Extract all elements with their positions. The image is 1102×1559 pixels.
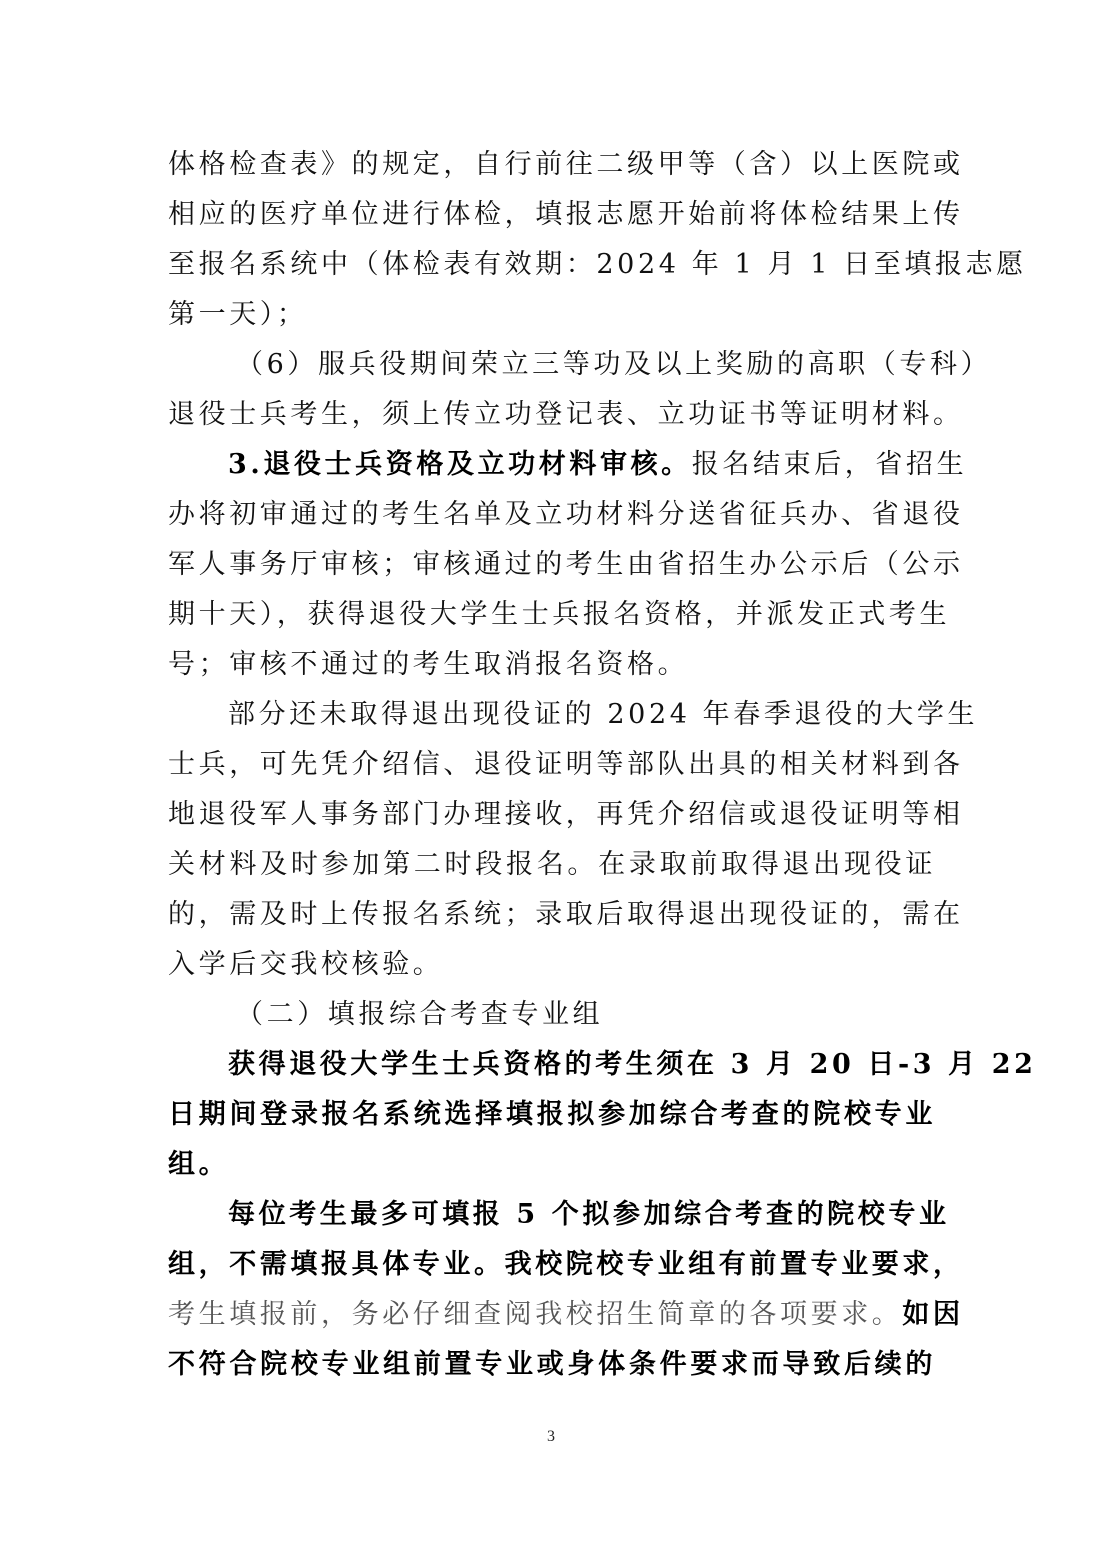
page-number: 3: [547, 1428, 555, 1445]
text-line: 地退役军人事务部门办理接收，再凭介绍信或退役证明等相: [168, 799, 964, 830]
text-span: 报名结束后，省招生: [691, 449, 968, 480]
text-line: 日期间登录报名系统选择填报拟参加综合考查的院校专业: [168, 1099, 936, 1130]
text-line: 号；审核不通过的考生取消报名资格。: [168, 649, 689, 680]
text-line: 士兵，可先凭介绍信、退役证明等部队出具的相关材料到各: [168, 749, 964, 780]
text-line: 办将初审通过的考生名单及立功材料分送省征兵办、省退役: [168, 499, 964, 530]
text-span: 如因: [902, 1299, 964, 1330]
text-line: 组，不需填报具体专业。我校院校专业组有前置专业要求，: [168, 1249, 964, 1280]
section-heading-line: [168, 440, 968, 490]
text-line: 关材料及时参加第二时段报名。在录取前取得退出现役证: [168, 849, 936, 880]
text-line: 每位考生最多可填报 5 个拟参加综合考查的院校专业: [228, 1199, 950, 1230]
text-line: 的，需及时上传报名系统；录取后取得退出现役证的，需在: [168, 899, 964, 930]
gray-note: 考生填报前，务必仔细查阅我校招生简章的各项要求。: [168, 1299, 903, 1330]
section-heading: 3.退役士兵资格及立功材料审核。: [228, 449, 692, 480]
text-line: 期十天），获得退役大学生士兵报名资格，并派发正式考生: [168, 599, 951, 630]
section-3-review: [168, 440, 968, 690]
text-line: 军人事务厅审核；审核通过的考生由省招生办公示后（公示: [168, 549, 964, 580]
paragraph-medical-exam: [168, 140, 1027, 340]
text-line: 部分还未取得退出现役证的 2024 年春季退役的大学生: [228, 699, 979, 730]
document-page: [168, 140, 1037, 1390]
text-line: 组。: [168, 1149, 230, 1180]
text-line: （6）服兵役期间荣立三等功及以上奖励的高职（专科）: [236, 349, 992, 380]
text-line: 第一天）；: [168, 299, 308, 330]
text-line: 退役士兵考生，须上传立功登记表、立功证书等证明材料。: [168, 399, 964, 430]
paragraph-spring-2024: [168, 690, 979, 990]
text-line: 不符合院校专业组前置专业或身体条件要求而导致后续的: [168, 1349, 936, 1380]
text-line: 体格检查表》的规定，自行前往二级甲等（含）以上医院或: [168, 149, 964, 180]
text-line: 获得退役大学生士兵资格的考生须在 3 月 20 日-3 月 22: [228, 1049, 1037, 1080]
text-line: 至报名系统中（体检表有效期：2024 年 1 月 1 日至填报志愿: [168, 249, 1027, 280]
subsection-heading: （二）填报综合考查专业组: [236, 999, 604, 1030]
text-line: 入学后交我校核验。: [168, 949, 444, 980]
mixed-line: [168, 1290, 964, 1340]
paragraph-choices: [168, 1190, 964, 1390]
text-line: 相应的医疗单位进行体检，填报志愿开始前将体检结果上传: [168, 199, 964, 230]
paragraph-deadline: [168, 1040, 1037, 1190]
paragraph-item-6: [168, 340, 992, 440]
